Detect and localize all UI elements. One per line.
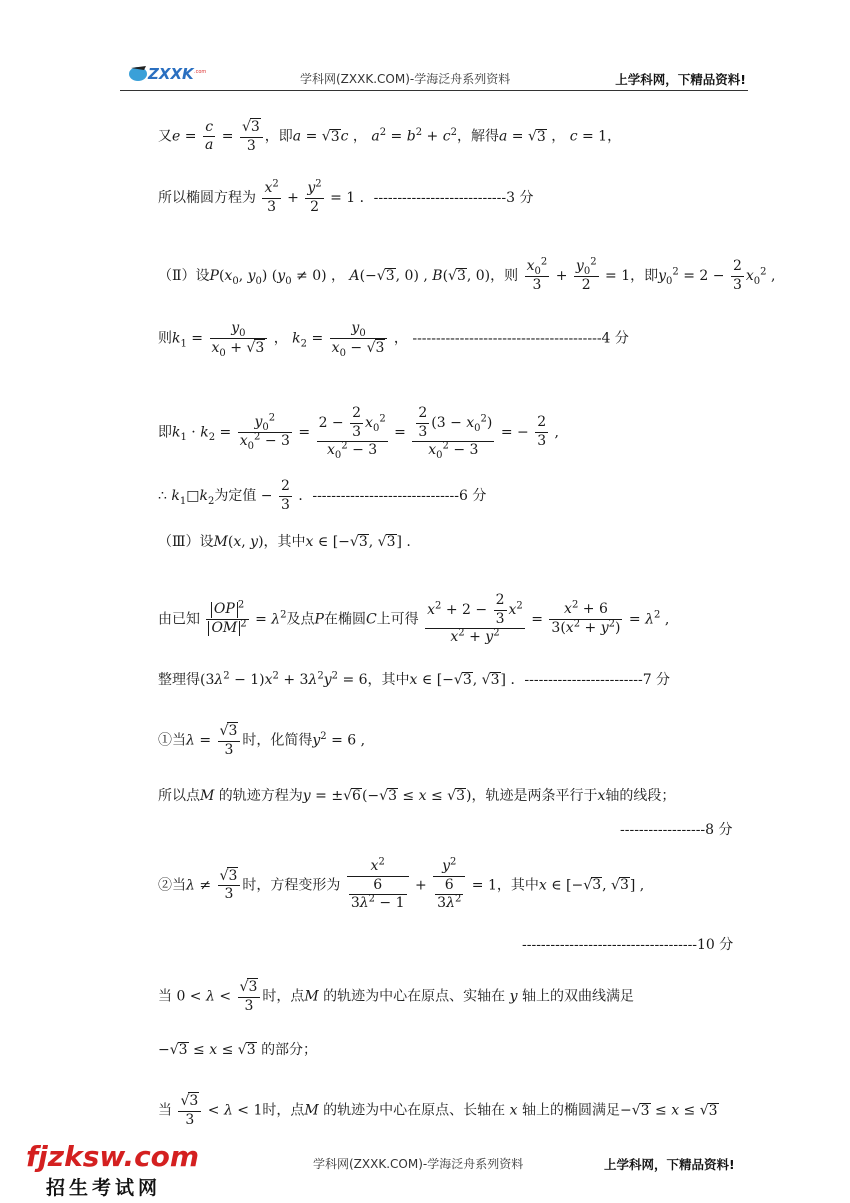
line-13: ②当λ ≠ $\frac{√3}{3}$ 时，方程变形为 $\frac{x^2}{\frac{6}{3\lambda^2 - 1}}$ + $\frac{y^2}{\frac{6}{3\lambda^2}}$ = 1，其中x ∈ [−√3, √3] ,	[158, 856, 645, 911]
line-11: 所以点M 的轨迹方程为y = ±√6(−√3 ≤ x ≤ √3)，轨迹是两条平行于x轴的线段；	[158, 788, 676, 804]
line-14: -------------------------------------10 分	[522, 937, 734, 953]
line-3: （Ⅱ）设$P(x_0$, $y_0$) $(y_0 \ne 0)$ ， A(−√3, 0) , B(√3, 0)，则 $\frac{x_0^2}{3}$ + $\frac{y_0^2}{2}$ = 1，即$y_0^2 = 2$ − $\frac{2}{3}$ $x_0^2$ ,	[158, 256, 776, 293]
line-8: 由已知 $\frac{OP ^2}{OM ^2}$ = $\lambda^2$及点P在椭圆C上可得 $x^2 + 2$ − $\frac{2}{3}$ $x^2$ $x^2 + y^2$ = $\frac{x^2 + 6}{3(x^2 + y^2)}$ = $\lambda^2$ ,	[158, 592, 670, 645]
line-4: 则$k_1$ = $\frac{y_0}{x_0 + √3}$ ， $k_2$ = $\frac{y_0}{x_0 - √3}$ ， ----------------------------------------4 分	[158, 320, 629, 359]
svg-text:ZXXK: ZXXK	[148, 65, 194, 83]
watermark-logo-text: fjzksw.com	[26, 1140, 200, 1173]
line-15: 当 0 < λ < $\frac{√3}{3}$ 时，点M 的轨迹为中心在原点、实轴在 y 轴上的双曲线满足	[158, 979, 634, 1014]
line-2: 所以椭圆方程为 $\frac{x^2}{3}$ + $\frac{y^2}{2}$ = 1 ．----------------------------3 分	[158, 178, 534, 215]
page-header	[120, 58, 748, 91]
line-9: 整理得$(3\lambda^2 - 1)x^2 + 3\lambda^2y^2 = 6$，其中x ∈ [−√3, √3] ．-------------------------7 分	[158, 670, 671, 688]
svg-text:.com: .com	[194, 69, 207, 75]
watermark	[12, 1137, 232, 1199]
header-slogan: 上学科网，下精品资料!	[615, 72, 746, 87]
header-title: 学科网(ZXXK.COM)-学海泛舟系列资料	[300, 72, 511, 86]
line-17: 当 $\frac{√3}{3}$ < λ < 1时，点M 的轨迹为中心在原点、长轴在 x 轴上的椭圆满足−√3 ≤ x ≤ √3	[158, 1093, 718, 1128]
line-16: −√3 ≤ x ≤ √3 的部分；	[158, 1042, 318, 1058]
watermark-subtitle: 招生考试网	[46, 1177, 162, 1199]
page-footer	[0, 1135, 850, 1203]
zxxk-logo-icon	[126, 60, 216, 86]
footer-title: 学科网(ZXXK.COM)-学海泛舟系列资料	[313, 1157, 524, 1171]
line-12: ------------------8 分	[620, 822, 733, 838]
footer-slogan: 上学科网，下精品资料!	[604, 1157, 735, 1172]
line-5: 即$k_1 \cdot k_2$ = $\frac{y_0^2}{x_0^2 - 3}$ = 2 − $\frac{2}{3}$ $x_0^2$ $x_0^2 - 3$ = $\frac{2}{3}$ $(3 - x_0^2)$ $x_0^2 - 3$ = − $\frac{2}{3}$ ,	[158, 405, 560, 461]
line-10: ①当λ = $\frac{√3}{3}$ 时，化简得$y^2 = 6$ ,	[158, 723, 366, 758]
line-7: （Ⅲ）设M(x, y)，其中x ∈ [−√3, √3] .	[158, 534, 411, 550]
line-6: ∴ $k_1□k_2$为定值 − $\frac{2}{3}$ ．-------------------------------6 分	[158, 478, 487, 513]
line-1: 又e = $\frac{c}{a}$ = $\frac{√3}{3}$ ，即a = √3c ， $a^2 = b^2 + c^2$，解得a = √3 ， c = 1，	[158, 118, 622, 154]
